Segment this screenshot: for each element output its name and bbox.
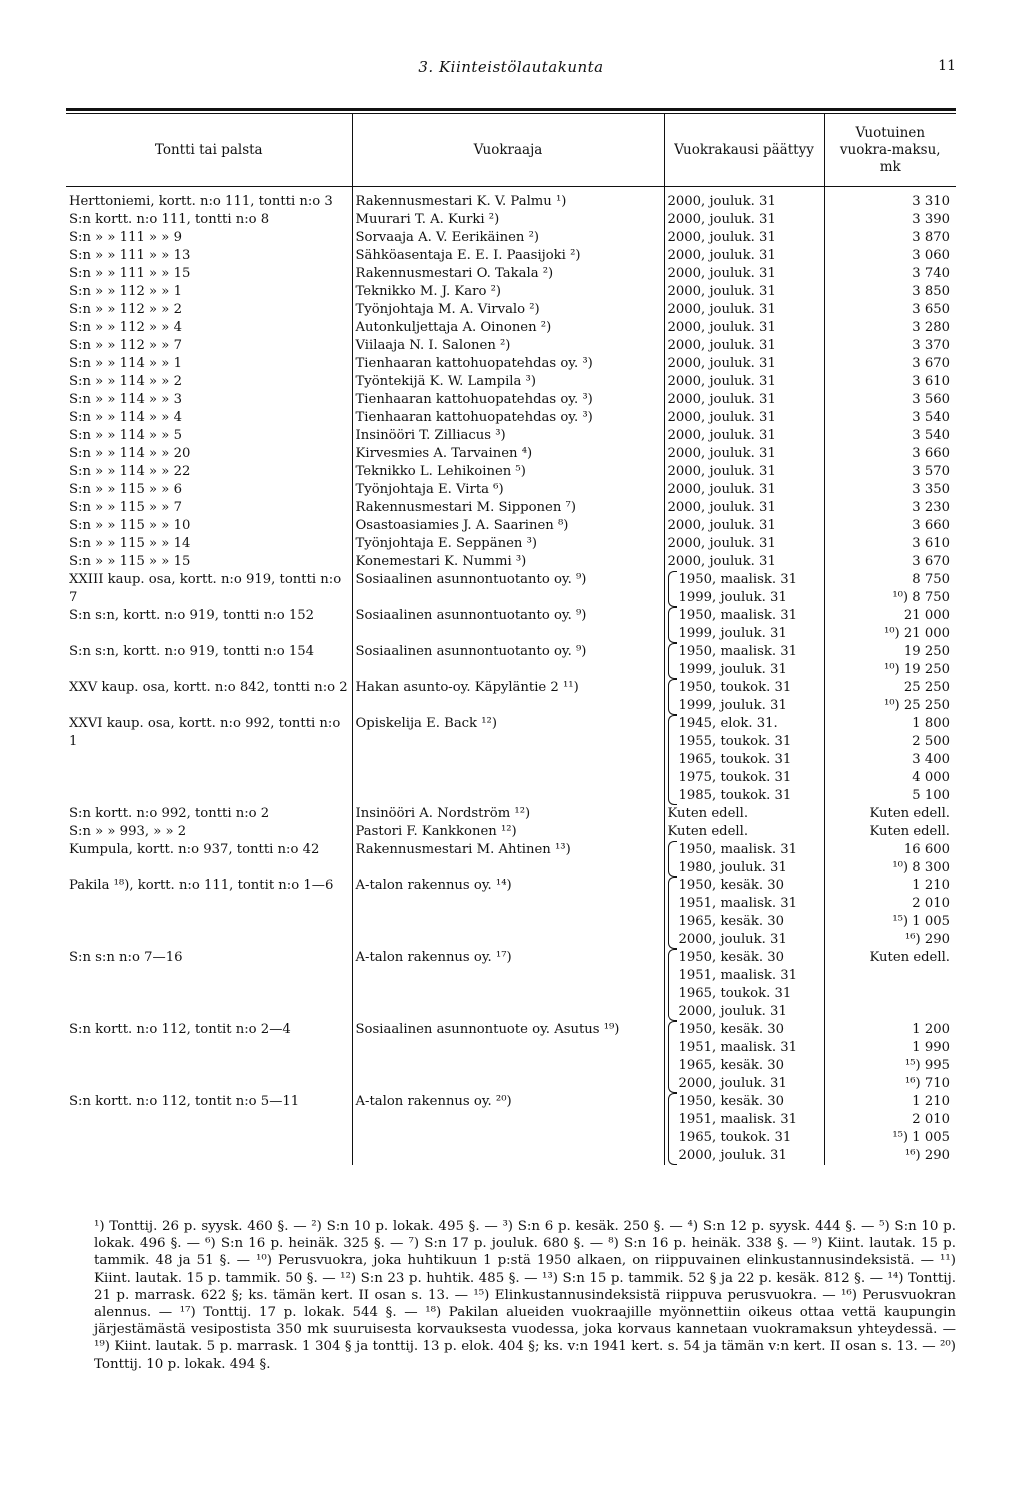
table-row xyxy=(66,517,956,535)
rent-amount: 3 230 xyxy=(912,500,950,515)
table-row xyxy=(66,949,956,1021)
table-row xyxy=(66,607,956,643)
cell-annual-rent xyxy=(824,715,956,805)
table-row xyxy=(66,823,956,841)
cell-annual-rent xyxy=(824,355,956,373)
lease-end-date: 1955, toukok. 31 xyxy=(678,734,792,749)
lease-end-date: 1950, maalisk. 31 xyxy=(678,608,798,623)
cell-lease-end xyxy=(664,823,824,841)
lease-end-date: 1945, elok. 31. xyxy=(678,716,778,731)
lease-end-date: 2000, jouluk. 31 xyxy=(667,212,776,227)
lease-end-date: 1950, kesäk. 30 xyxy=(678,1094,785,1109)
rent-amount: 3 540 xyxy=(912,410,950,425)
cell-plot: S:n » » 114 » » 2 xyxy=(66,373,352,391)
cell-plot: S:n » » 114 » » 20 xyxy=(66,445,352,463)
lease-end-date: 1951, maalisk. 31 xyxy=(678,968,798,983)
cell-tenant: Viilaaja N. I. Salonen ²) xyxy=(352,337,664,355)
brace-bracket xyxy=(668,679,677,715)
cell-tenant: Sähköasentaja E. E. I. Paasijoki ²) xyxy=(352,247,664,265)
cell-tenant: Autonkuljettaja A. Oinonen ²) xyxy=(352,319,664,337)
table-row xyxy=(66,391,956,409)
cell-plot: Kumpula, kortt. n:o 937, tontti n:o 42 xyxy=(66,841,352,877)
brace-bracket xyxy=(668,643,677,679)
rent-amount: 3 560 xyxy=(912,392,950,407)
table-row xyxy=(66,481,956,499)
lease-end-date: 2000, jouluk. 31 xyxy=(667,194,776,209)
lease-end-date: 1965, toukok. 31 xyxy=(678,1130,792,1145)
rent-amount: 3 660 xyxy=(912,518,950,533)
rent-amount: ¹⁵) 1 005 xyxy=(892,914,950,929)
cell-tenant: Sosiaalinen asunnontuotanto oy. ⁹) xyxy=(352,607,664,643)
cell-tenant: Työntekijä K. W. Lampila ³) xyxy=(352,373,664,391)
lease-end-date: 1965, toukok. 31 xyxy=(678,752,792,767)
lease-end-date: 1950, kesäk. 30 xyxy=(678,1022,785,1037)
rent-amount: Kuten edell. xyxy=(869,950,950,965)
table-row xyxy=(66,409,956,427)
lease-end-date: 2000, jouluk. 31 xyxy=(678,1076,787,1091)
rent-amount: ¹⁰) 25 250 xyxy=(883,698,950,713)
table-row xyxy=(66,463,956,481)
rent-amount: ¹⁰) 8 750 xyxy=(892,590,950,605)
rent-amount: ¹⁵) 1 005 xyxy=(892,1130,950,1145)
cell-annual-rent xyxy=(824,841,956,877)
cell-lease-end xyxy=(664,877,824,949)
rent-amount: 2 010 xyxy=(912,896,950,911)
rent-amount: ¹⁰) 21 000 xyxy=(883,626,950,641)
rent-amount: ¹⁶) 710 xyxy=(904,1076,950,1091)
table-row xyxy=(66,337,956,355)
rent-amount: 3 060 xyxy=(912,248,950,263)
rent-amount: 2 010 xyxy=(912,1112,950,1127)
lease-end-date: 1950, maalisk. 31 xyxy=(678,644,798,659)
cell-annual-rent xyxy=(824,607,956,643)
lease-end-date: 2000, jouluk. 31 xyxy=(667,230,776,245)
cell-tenant: Tienhaaran kattohuopatehdas oy. ³) xyxy=(352,355,664,373)
cell-annual-rent xyxy=(824,499,956,517)
rent-amount: 2 500 xyxy=(912,734,950,749)
cell-lease-end xyxy=(664,643,824,679)
rent-table xyxy=(66,114,956,1165)
cell-tenant: Työnjohtaja E. Seppänen ³) xyxy=(352,535,664,553)
table-row xyxy=(66,499,956,517)
cell-lease-end xyxy=(664,247,824,265)
rent-amount: 3 850 xyxy=(912,284,950,299)
cell-tenant: Hakan asunto-oy. Käpyläntie 2 ¹¹) xyxy=(352,679,664,715)
cell-annual-rent xyxy=(824,805,956,823)
brace-bracket xyxy=(668,1093,677,1165)
cell-tenant: Insinööri A. Nordström ¹²) xyxy=(352,805,664,823)
cell-annual-rent xyxy=(824,427,956,445)
lease-end-date: 1965, kesäk. 30 xyxy=(678,1058,785,1073)
cell-tenant: Pastori F. Kankkonen ¹²) xyxy=(352,823,664,841)
cell-plot: S:n » » 114 » » 3 xyxy=(66,391,352,409)
rent-amount: ¹⁶) 290 xyxy=(904,1148,950,1163)
cell-tenant: Konemestari K. Nummi ³) xyxy=(352,553,664,571)
cell-tenant: Työnjohtaja E. Virta ⁶) xyxy=(352,481,664,499)
cell-tenant: Sosiaalinen asunnontuotanto oy. ⁹) xyxy=(352,571,664,607)
cell-plot: S:n » » 115 » » 7 xyxy=(66,499,352,517)
lease-end-date: 2000, jouluk. 31 xyxy=(667,446,776,461)
cell-lease-end xyxy=(664,499,824,517)
page-number: 11 xyxy=(938,58,956,74)
cell-plot: S:n kortt. n:o 112, tontit n:o 2—4 xyxy=(66,1021,352,1093)
cell-annual-rent xyxy=(824,679,956,715)
cell-plot: S:n » » 115 » » 15 xyxy=(66,553,352,571)
cell-plot: S:n » » 112 » » 2 xyxy=(66,301,352,319)
rent-amount: 3 670 xyxy=(912,554,950,569)
cell-plot: S:n » » 114 » » 4 xyxy=(66,409,352,427)
rent-amount: 3 870 xyxy=(912,230,950,245)
cell-annual-rent xyxy=(824,211,956,229)
cell-plot: S:n » » 114 » » 1 xyxy=(66,355,352,373)
lease-end-date: 2000, jouluk. 31 xyxy=(667,554,776,569)
table-header-row xyxy=(66,114,956,187)
table-row xyxy=(66,187,956,212)
rent-amount: 3 610 xyxy=(912,374,950,389)
lease-end-date: 1951, maalisk. 31 xyxy=(678,1040,798,1055)
lease-end-date: 1975, toukok. 31 xyxy=(678,770,792,785)
cell-lease-end xyxy=(664,229,824,247)
cell-plot: S:n » » 111 » » 9 xyxy=(66,229,352,247)
cell-lease-end xyxy=(664,355,824,373)
cell-lease-end xyxy=(664,949,824,1021)
cell-plot: S:n » » 112 » » 7 xyxy=(66,337,352,355)
lease-end-date: 1950, kesäk. 30 xyxy=(678,878,785,893)
lease-end-date: 1950, maalisk. 31 xyxy=(678,842,798,857)
cell-lease-end xyxy=(664,427,824,445)
footnotes-text: ¹) Tonttij. 26 p. syysk. 460 §. — ²) S:n 10 p. lokak. 495 §. — ³) S:n 6 p. kesäk. 250 §. — ⁴) S:n 12 p. syysk. 444 §. — ⁵) S:n 10 p. lokak. 496 §. — ⁶) S:n 16 p. heinäk. 325 §. — ⁷) S:n 17 p. jouluk. 680 §. — ⁸) S:n 16 p. heinäk. 338 §. — ⁹) Kiint. lautak. 15 p. tammik. 48 ja 51 §. — ¹⁰) Perusvuokra, joka huhtikuun 1 p:stä 1950 alkaen, on riippuvainen elinkustannusindeksistä. — ¹¹) Kiint. lautak. 15 p. tammik. 50 §. — ¹²) S:n 23 p. huhtik. 485 §. — ¹³) S:n 15 p. tammik. 52 § ja 22 p. kesäk. 812 §. — ¹⁴) Tonttij. 21 p. marrask. 622 §; ks. tämän kert. II osan s. 13. — ¹⁵) Elinkustannusindeksistä riippuva perusvuokra. — ¹⁶) Perusvuokran alennus. — ¹⁷) Tonttij. 17 p. lokak. 544 §. — ¹⁸) Pakilan alueiden vuokraajille myönnettiin oikeus ottaa vettä kaupungin järjestämästä vesipostista 350 mk suuruisesta korvauksesta vuodessa, joka korvaus kannetaan vuokramaksun yhteydessä. — ¹⁹) Kiint. lautak. 5 p. marrask. 1 304 § ja tonttij. 13 p. elok. 404 §; ks. v:n 1941 kert. s. 54 ja tämän v:n kert. II osan s. 13. — ²⁰) Tonttij. 10 p. lokak. 494 §. xyxy=(94,1219,956,1372)
brace-bracket xyxy=(668,877,677,949)
cell-lease-end xyxy=(664,607,824,643)
lease-end-date: 2000, jouluk. 31 xyxy=(667,356,776,371)
cell-lease-end xyxy=(664,679,824,715)
cell-tenant: A-talon rakennus oy. ¹⁷) xyxy=(352,949,664,1021)
cell-annual-rent xyxy=(824,553,956,571)
rent-amount: 19 250 xyxy=(903,644,950,659)
rent-amount: ¹⁵) 995 xyxy=(904,1058,950,1073)
rent-amount: ¹⁶) 290 xyxy=(904,932,950,947)
cell-lease-end xyxy=(664,463,824,481)
cell-annual-rent xyxy=(824,283,956,301)
cell-annual-rent xyxy=(824,391,956,409)
lease-end-date: 1950, kesäk. 30 xyxy=(678,950,785,965)
rent-amount: ¹⁰) 8 300 xyxy=(892,860,950,875)
cell-tenant: Työnjohtaja M. A. Virvalo ²) xyxy=(352,301,664,319)
cell-lease-end xyxy=(664,187,824,212)
cell-lease-end xyxy=(664,517,824,535)
cell-lease-end xyxy=(664,571,824,607)
cell-annual-rent xyxy=(824,337,956,355)
cell-lease-end xyxy=(664,373,824,391)
cell-plot: Pakila ¹⁸), kortt. n:o 111, tontit n:o 1—6 xyxy=(66,877,352,949)
cell-plot: S:n s:n, kortt. n:o 919, tontti n:o 152 xyxy=(66,607,352,643)
table-row xyxy=(66,571,956,607)
lease-end-date: 1950, maalisk. 31 xyxy=(678,572,798,587)
lease-end-date: 2000, jouluk. 31 xyxy=(667,518,776,533)
lease-end-date: Kuten edell. xyxy=(667,806,749,821)
cell-annual-rent xyxy=(824,445,956,463)
cell-tenant: Rakennusmestari M. Ahtinen ¹³) xyxy=(352,841,664,877)
rent-amount: 25 250 xyxy=(903,680,950,695)
table-row xyxy=(66,355,956,373)
cell-tenant: Rakennusmestari M. Sipponen ⁷) xyxy=(352,499,664,517)
page-title: 3. Kiinteistölautakunta xyxy=(418,58,604,76)
rent-amount: 4 000 xyxy=(912,770,950,785)
cell-lease-end xyxy=(664,1093,824,1165)
cell-tenant: Kirvesmies A. Tarvainen ⁴) xyxy=(352,445,664,463)
brace-bracket xyxy=(668,607,677,643)
lease-end-date: 2000, jouluk. 31 xyxy=(667,338,776,353)
cell-annual-rent xyxy=(824,571,956,607)
cell-plot: S:n » » 112 » » 1 xyxy=(66,283,352,301)
cell-tenant: Sorvaaja A. V. Eerikäinen ²) xyxy=(352,229,664,247)
table-row xyxy=(66,1093,956,1165)
cell-plot: S:n s:n, kortt. n:o 919, tontti n:o 154 xyxy=(66,643,352,679)
cell-annual-rent xyxy=(824,265,956,283)
cell-lease-end xyxy=(664,409,824,427)
cell-tenant: A-talon rakennus oy. ¹⁴) xyxy=(352,877,664,949)
cell-lease-end xyxy=(664,445,824,463)
cell-tenant: A-talon rakennus oy. ²⁰) xyxy=(352,1093,664,1165)
footnotes xyxy=(94,1218,956,1373)
cell-lease-end xyxy=(664,535,824,553)
rent-amount: 1 800 xyxy=(912,716,950,731)
cell-plot: S:n » » 114 » » 22 xyxy=(66,463,352,481)
cell-plot: S:n » » 115 » » 14 xyxy=(66,535,352,553)
rent-amount: 3 610 xyxy=(912,536,950,551)
cell-plot: S:n » » 111 » » 15 xyxy=(66,265,352,283)
cell-annual-rent xyxy=(824,373,956,391)
lease-end-date: Kuten edell. xyxy=(667,824,749,839)
cell-annual-rent xyxy=(824,1021,956,1093)
cell-lease-end xyxy=(664,265,824,283)
column-header-annual-rent: Vuotuinen vuokra-maksu, mk xyxy=(824,114,956,187)
rent-amount: 3 660 xyxy=(912,446,950,461)
cell-tenant: Teknikko M. J. Karo ²) xyxy=(352,283,664,301)
lease-end-date: 1951, maalisk. 31 xyxy=(678,1112,798,1127)
rent-amount: 5 100 xyxy=(912,788,950,803)
table-top-rule xyxy=(66,108,956,111)
cell-lease-end xyxy=(664,805,824,823)
cell-tenant: Sosiaalinen asunnontuotanto oy. ⁹) xyxy=(352,643,664,679)
rent-amount: 21 000 xyxy=(903,608,950,623)
cell-plot: XXIII kaup. osa, kortt. n:o 919, tontti n:o 7 xyxy=(66,571,352,607)
cell-annual-rent xyxy=(824,877,956,949)
page-header xyxy=(66,52,956,82)
table-row xyxy=(66,553,956,571)
lease-end-date: 2000, jouluk. 31 xyxy=(678,1004,787,1019)
cell-lease-end xyxy=(664,319,824,337)
cell-tenant: Teknikko L. Lehikoinen ⁵) xyxy=(352,463,664,481)
table-row xyxy=(66,643,956,679)
cell-lease-end xyxy=(664,715,824,805)
cell-annual-rent xyxy=(824,949,956,1021)
rent-amount: 1 200 xyxy=(912,1022,950,1037)
cell-tenant: Tienhaaran kattohuopatehdas oy. ³) xyxy=(352,391,664,409)
rent-amount: Kuten edell. xyxy=(869,806,950,821)
cell-plot: S:n » » 111 » » 13 xyxy=(66,247,352,265)
cell-plot: XXV kaup. osa, kortt. n:o 842, tontti n:o 2 xyxy=(66,679,352,715)
rent-amount: 3 650 xyxy=(912,302,950,317)
lease-end-date: 1985, toukok. 31 xyxy=(678,788,792,803)
cell-plot: S:n » » 112 » » 4 xyxy=(66,319,352,337)
cell-annual-rent xyxy=(824,409,956,427)
lease-end-date: 2000, jouluk. 31 xyxy=(667,248,776,263)
cell-plot: S:n » » 993, » » 2 xyxy=(66,823,352,841)
table-row xyxy=(66,301,956,319)
cell-plot: S:n s:n n:o 7—16 xyxy=(66,949,352,1021)
lease-end-date: 2000, jouluk. 31 xyxy=(667,284,776,299)
rent-amount: 3 740 xyxy=(912,266,950,281)
cell-tenant: Opiskelija E. Back ¹²) xyxy=(352,715,664,805)
cell-lease-end xyxy=(664,337,824,355)
cell-tenant: Rakennusmestari K. V. Palmu ¹) xyxy=(352,187,664,212)
lease-end-date: 2000, jouluk. 31 xyxy=(667,482,776,497)
cell-lease-end xyxy=(664,481,824,499)
cell-tenant: Sosiaalinen asunnontuote oy. Asutus ¹⁹) xyxy=(352,1021,664,1093)
lease-end-date: 2000, jouluk. 31 xyxy=(678,932,787,947)
table-row xyxy=(66,805,956,823)
cell-lease-end xyxy=(664,553,824,571)
cell-annual-rent xyxy=(824,823,956,841)
rent-amount: 8 750 xyxy=(912,572,950,587)
table-row xyxy=(66,373,956,391)
table-row xyxy=(66,427,956,445)
rent-amount: 1 210 xyxy=(912,1094,950,1109)
table-row xyxy=(66,841,956,877)
lease-end-date: 2000, jouluk. 31 xyxy=(667,374,776,389)
lease-end-date: 2000, jouluk. 31 xyxy=(667,392,776,407)
rent-amount: 3 370 xyxy=(912,338,950,353)
lease-end-date: 2000, jouluk. 31 xyxy=(667,302,776,317)
brace-bracket xyxy=(668,571,677,607)
lease-end-date: 1950, toukok. 31 xyxy=(678,680,792,695)
table-row xyxy=(66,283,956,301)
column-header-tenant: Vuokraaja xyxy=(352,114,664,187)
table-row xyxy=(66,535,956,553)
cell-plot: Herttoniemi, kortt. n:o 111, tontti n:o 3 xyxy=(66,187,352,212)
rent-amount: 3 570 xyxy=(912,464,950,479)
lease-end-date: 1999, jouluk. 31 xyxy=(678,698,787,713)
column-header-plot: Tontti tai palsta xyxy=(66,114,352,187)
lease-end-date: 2000, jouluk. 31 xyxy=(667,266,776,281)
table-row xyxy=(66,319,956,337)
cell-lease-end xyxy=(664,211,824,229)
brace-bracket xyxy=(668,841,677,877)
rent-amount: ¹⁰) 19 250 xyxy=(883,662,950,677)
rent-amount: 16 600 xyxy=(903,842,950,857)
cell-annual-rent xyxy=(824,463,956,481)
rent-amount: 1 990 xyxy=(912,1040,950,1055)
lease-end-date: 1951, maalisk. 31 xyxy=(678,896,798,911)
cell-annual-rent xyxy=(824,187,956,212)
cell-tenant: Insinööri T. Zilliacus ³) xyxy=(352,427,664,445)
rent-amount: 3 670 xyxy=(912,356,950,371)
cell-plot: S:n » » 115 » » 10 xyxy=(66,517,352,535)
table-row xyxy=(66,445,956,463)
table-row xyxy=(66,211,956,229)
rent-amount: 3 400 xyxy=(912,752,950,767)
brace-bracket xyxy=(668,949,677,1021)
lease-end-date: 1999, jouluk. 31 xyxy=(678,662,787,677)
brace-bracket xyxy=(668,715,677,805)
table-row xyxy=(66,679,956,715)
rent-amount: 3 390 xyxy=(912,212,950,227)
rent-amount: 3 350 xyxy=(912,482,950,497)
rent-amount: 3 280 xyxy=(912,320,950,335)
table-row xyxy=(66,247,956,265)
lease-end-date: 2000, jouluk. 31 xyxy=(667,428,776,443)
lease-end-date: 1965, toukok. 31 xyxy=(678,986,792,1001)
cell-plot: XXVI kaup. osa, kortt. n:o 992, tontti n:o 1 xyxy=(66,715,352,805)
cell-annual-rent xyxy=(824,301,956,319)
table-row xyxy=(66,265,956,283)
cell-annual-rent xyxy=(824,517,956,535)
lease-end-date: 2000, jouluk. 31 xyxy=(667,410,776,425)
cell-annual-rent xyxy=(824,481,956,499)
cell-lease-end xyxy=(664,391,824,409)
rent-table-wrapper xyxy=(66,108,956,1165)
lease-end-date: 2000, jouluk. 31 xyxy=(667,320,776,335)
cell-lease-end xyxy=(664,283,824,301)
lease-end-date: 2000, jouluk. 31 xyxy=(667,464,776,479)
cell-lease-end xyxy=(664,1021,824,1093)
cell-tenant: Tienhaaran kattohuopatehdas oy. ³) xyxy=(352,409,664,427)
table-row xyxy=(66,1021,956,1093)
cell-tenant: Osastoasiamies J. A. Saarinen ⁸) xyxy=(352,517,664,535)
rent-amount: 3 310 xyxy=(912,194,950,209)
cell-tenant: Rakennusmestari O. Takala ²) xyxy=(352,265,664,283)
table-row xyxy=(66,877,956,949)
cell-lease-end xyxy=(664,301,824,319)
cell-plot: S:n » » 115 » » 6 xyxy=(66,481,352,499)
cell-plot: S:n kortt. n:o 992, tontti n:o 2 xyxy=(66,805,352,823)
cell-annual-rent xyxy=(824,247,956,265)
cell-tenant: Muurari T. A. Kurki ²) xyxy=(352,211,664,229)
table-body xyxy=(66,187,956,1166)
cell-annual-rent xyxy=(824,535,956,553)
cell-annual-rent xyxy=(824,229,956,247)
cell-plot: S:n kortt. n:o 111, tontti n:o 8 xyxy=(66,211,352,229)
cell-annual-rent xyxy=(824,319,956,337)
rent-amount: Kuten edell. xyxy=(869,824,950,839)
lease-end-date: 1965, kesäk. 30 xyxy=(678,914,785,929)
lease-end-date: 2000, jouluk. 31 xyxy=(678,1148,787,1163)
table-row xyxy=(66,715,956,805)
lease-end-date: 2000, jouluk. 31 xyxy=(667,536,776,551)
cell-annual-rent xyxy=(824,643,956,679)
lease-end-date: 1980, jouluk. 31 xyxy=(678,860,787,875)
brace-bracket xyxy=(668,1021,677,1093)
lease-end-date: 1999, jouluk. 31 xyxy=(678,626,787,641)
cell-plot: S:n » » 114 » » 5 xyxy=(66,427,352,445)
cell-plot: S:n kortt. n:o 112, tontit n:o 5—11 xyxy=(66,1093,352,1165)
cell-lease-end xyxy=(664,841,824,877)
cell-annual-rent xyxy=(824,1093,956,1165)
column-header-lease-end: Vuokrakausi päättyy xyxy=(664,114,824,187)
table-row xyxy=(66,229,956,247)
rent-amount: 1 210 xyxy=(912,878,950,893)
lease-end-date: 2000, jouluk. 31 xyxy=(667,500,776,515)
rent-amount: 3 540 xyxy=(912,428,950,443)
lease-end-date: 1999, jouluk. 31 xyxy=(678,590,787,605)
